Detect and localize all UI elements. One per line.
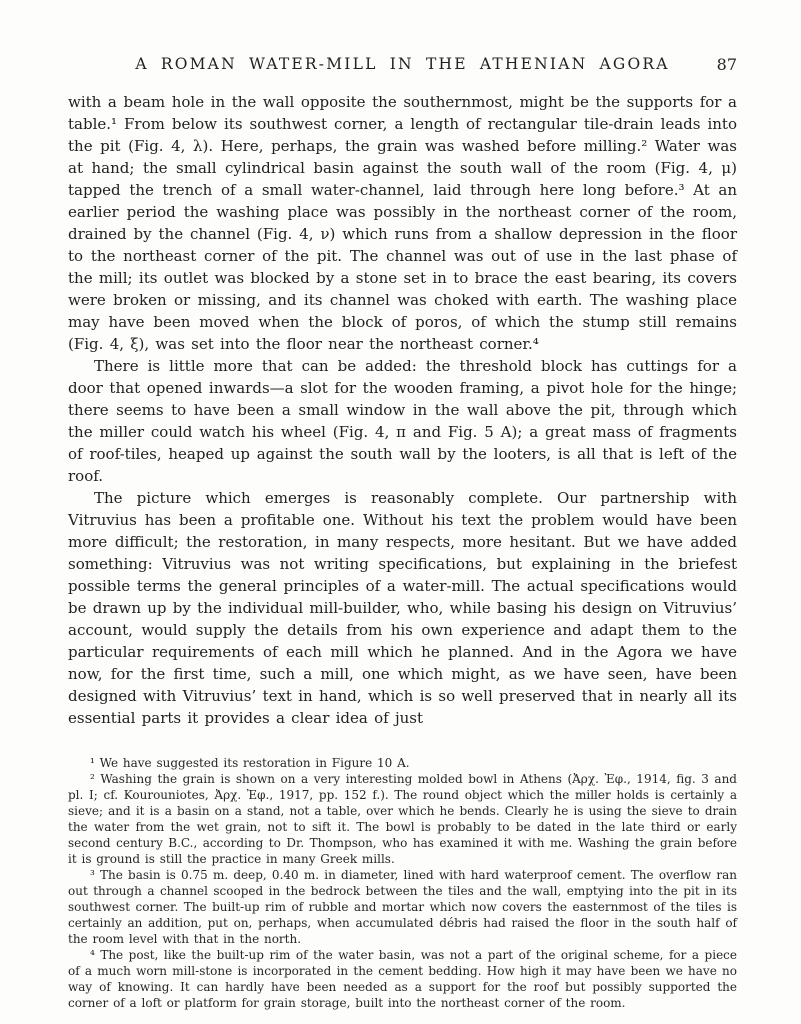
paragraph-1: with a beam hole in the wall opposite the southernmost, might be the supports for a table.¹ From below its southwest corner, a length of rectangular tile-drain leads into the pit (Fig. 4, λ). Here, perhaps, the grain was washed before milling.² Water was at hand; the small cylindrical basin against the south wall of the room (Fig. 4, μ) tapped the trench of a small water-channel, laid through here long before.³ At an earlier period the washing place was possibly in the northeast corner of the room, drained by the channel (Fig. 4, ν) which runs from a shallow depression in the floor to the northeast corner of the pit. The channel was out of use in the last phase of the mill; its outlet was blocked by a stone set in to brace the east bearing, its covers were broken or missing, and its channel was choked with earth. The washing place may have been moved when the block of poros, of which the stump still remains (Fig. 4, ξ), was set into the floor near the northeast corner.⁴ (68, 93, 737, 353)
footnote-4: ⁴ The post, like the built-up rim of the water basin, was not a part of the original scheme, for a piece of a much worn mill-stone is incorporated in the cement bedding. How high it may have been we have no way of knowing. It can hardly have been needed as a support for the roof but possibly supported the corner of a loft or platform for grain storage, built into the northeast corner of the room. (68, 948, 737, 1010)
page-title: A ROMAN WATER-MILL IN THE ATHENIAN AGORA (135, 55, 670, 73)
body-text (68, 91, 737, 729)
paragraph-3: The picture which emerges is reasonably complete. Our partnership with Vitruvius has been a profitable one. Without his text the problem would have been more difficult; the restoration, in many respects, more hesitant. But we have added something: Vitruvius was not writing specifications, but explaining in the briefest possible terms the general principles of a water-mill. The actual specifications would be drawn up by the individual mill-builder, who, while basing his design on Vitruvius’ account, would supply the details from his own experience and adapt them to the particular requirements of each mill which he planned. And in the Agora we have now, for the first time, such a mill, one which might, as we have seen, have been designed with Vitruvius’ text in hand, which is so well preserved that in nearly all its essential parts it provides a clear idea of just (68, 489, 737, 727)
footnote-3: ³ The basin is 0.75 m. deep, 0.40 m. in diameter, lined with hard waterproof cement. The overflow ran out through a channel scooped in the bedrock between the tiles and the wall, emptying into the pit in its southwest corner. The built-up rim of rubble and mortar which now covers the easternmost of the tiles is certainly an addition, put on, perhaps, when accumulated débris had raised the floor in the south half of the room level with that in the north. (68, 868, 737, 946)
paragraph-2: There is little more that can be added: the threshold block has cuttings for a door that opened inwards—a slot for the wooden framing, a pivot hole for the hinge; there seems to have been a small window in the wall above the pit, through which the miller could watch his wheel (Fig. 4, π and Fig. 5 A); a great mass of fragments of roof-tiles, heaped up against the south wall by the looters, is all that is left of the roof. (68, 357, 737, 485)
footnotes-section (68, 755, 737, 1011)
page-number: 87 (716, 55, 737, 74)
footnote-1: ¹ We have suggested its restoration in Figure 10 A. (90, 756, 410, 770)
footnote-2: ² Washing the grain is shown on a very interesting molded bowl in Athens (Ἀρχ. Ἐφ., 1914, fig. 3 and pl. I; cf. Kourouniotes, Ἀρχ. Ἐφ., 1917, pp. 152 f.). The round object which the miller holds is certainly a sieve; and it is a basin on a stand, not a table, over which he bends. Clearly he is using the sieve to drain the water from the wet grain, not to sift it. The bowl is probably to be dated in the late third or early second century B.C., according to Dr. Thompson, who has examined it with me. Washing the grain before it is ground is still the practice in many Greek mills. (68, 772, 737, 866)
running-head (68, 55, 737, 73)
